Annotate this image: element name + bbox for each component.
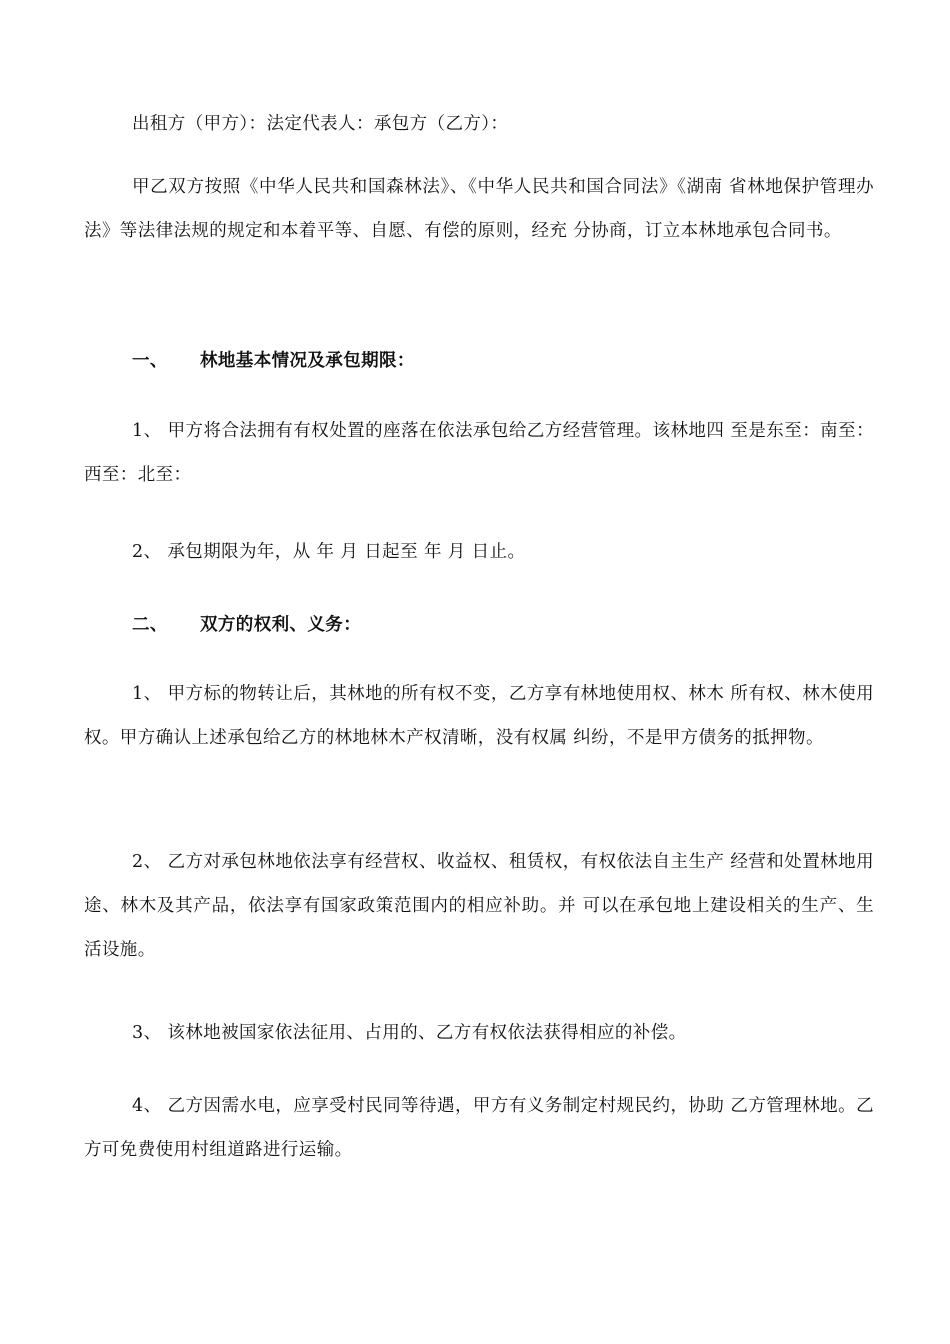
section-heading-1 (132, 339, 415, 383)
section-title-2: 双方的权利、义务： (200, 615, 362, 635)
parties-line: 出租方（甲方）：法定代表人：承包方（乙方）： (132, 114, 509, 134)
section-number-1: 一、 (132, 351, 168, 371)
section-heading-2 (132, 603, 361, 647)
section2-item-3: 3、 该林地被国家依法征用、占用的、乙方有权依法获得相应的补偿。 (132, 1023, 687, 1043)
section-number-2: 二、 (132, 615, 168, 635)
preamble-paragraph: 甲乙双方按照《中华人民共和国森林法》、《中华人民共和国合同法》《湖南 省林地保护管理办法》等法律法规的规定和本着平等、自愿、有偿的原则，经充 分协商，订立本林地承包合同书。 (84, 177, 874, 241)
section1-item-1: 1、 甲方将合法拥有有权处置的座落在依法承包给乙方经营管理。该林地四 至是东至：南至：西至：北至： (84, 421, 874, 485)
section-title-1: 林地基本情况及承包期限： (200, 351, 415, 371)
section1-item-2: 2、 承包期限为年，从 年 月 日起至 年 月 日止。 (132, 542, 526, 562)
section2-item-1: 1、 甲方标的物转让后，其林地的所有权不变，乙方享有林地使用权、林木 所有权、林木使用权。甲方确认上述承包给乙方的林地林木产权清晰，没有权属 纠纷，不是甲方债务的抵押物。 (84, 684, 874, 748)
section2-item-4: 4、 乙方因需水电，应享受村民同等待遇，甲方有义务制定村规民约，协助 乙方管理林地。乙方可免费使用村组道路进行运输。 (84, 1096, 874, 1160)
section2-item-2: 2、 乙方对承包林地依法享有经营权、收益权、租赁权，有权依法自主生产 经营和处置林地用途、林木及其产品，依法享有国家政策范围内的相应补助。并 可以在承包地上建设相关的生产、生活设施。 (84, 852, 874, 960)
